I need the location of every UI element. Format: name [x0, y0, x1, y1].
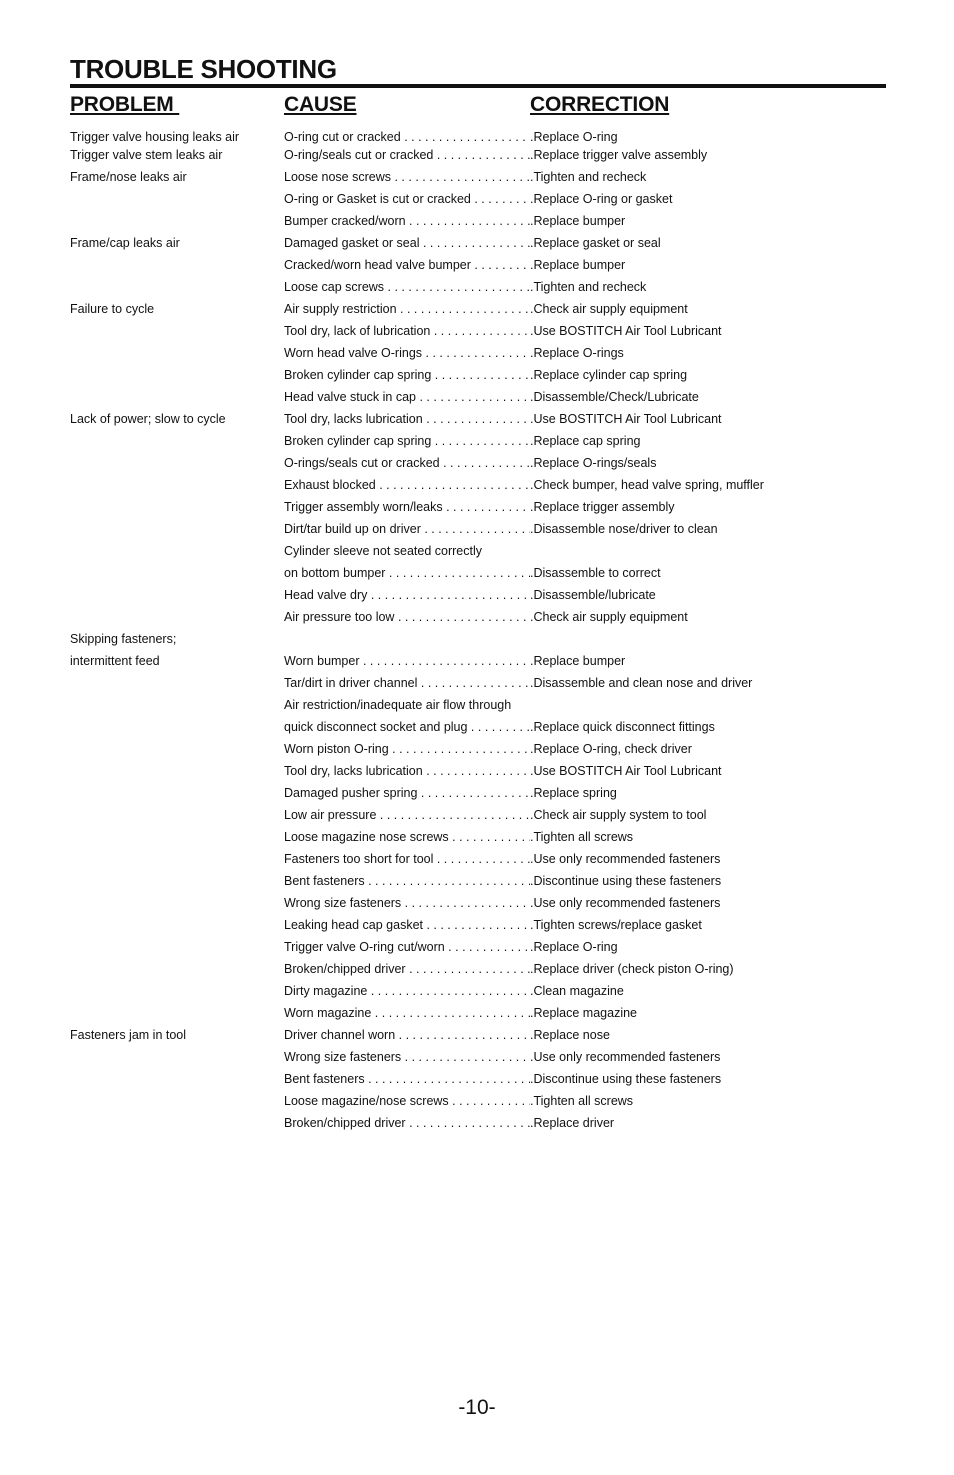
cause-cell: O-ring/seals cut or cracked . . .: [284, 147, 530, 163]
correction-cell: .Replace magazine: [530, 1006, 638, 1020]
cause-cell: Trigger assembly worn/leaks . . .: [284, 499, 530, 515]
cause-cell: Damaged pusher spring . . .: [284, 785, 530, 801]
correction-cell: .Replace O-rings: [530, 346, 624, 360]
cause-cell: Fasteners too short for tool . . .: [284, 851, 530, 867]
table-row: [70, 785, 886, 807]
table-row: [70, 895, 886, 917]
cause-column-header: CAUSE: [284, 93, 357, 116]
table-row: [70, 873, 886, 895]
cause-cell: Cracked/worn head valve bumper . . .: [284, 257, 530, 273]
correction-cell: .Replace cylinder cap spring: [530, 368, 688, 382]
correction-cell: .Check air supply equipment: [530, 302, 688, 316]
correction-cell: .Clean magazine: [530, 984, 624, 998]
cause-cell: Exhaust blocked . . .: [284, 477, 530, 493]
correction-cell: .Disassemble and clean nose and driver: [530, 676, 753, 690]
correction-cell: .Replace O-ring: [530, 940, 618, 954]
cause-cell: Worn magazine . . .: [284, 1005, 530, 1021]
cause-cell: Loose cap screws . . .: [284, 279, 530, 295]
correction-cell: .Replace driver (check piston O-ring): [530, 962, 734, 976]
cause-cell: Wrong size fasteners . . .: [284, 895, 530, 911]
table-row: [70, 477, 886, 499]
page-number: -10-: [458, 1396, 496, 1419]
correction-cell: .Replace trigger valve assembly: [530, 148, 708, 162]
cause-cell: Air restriction/inadequate air flow through: [284, 698, 512, 712]
troubleshooting-table: [70, 129, 886, 1137]
title-rule: [70, 84, 886, 88]
correction-cell: .Disassemble to correct: [530, 566, 661, 580]
problem-cell: Failure to cycle: [70, 302, 155, 316]
table-row: [70, 521, 886, 543]
table-row: [70, 1005, 886, 1027]
correction-cell: .Tighten and recheck: [530, 280, 647, 294]
cause-cell: Loose nose screws . . .: [284, 169, 530, 185]
problem-column-header: PROBLEM: [70, 93, 180, 116]
correction-cell: .Use only recommended fasteners: [530, 896, 721, 910]
cause-cell: O-rings/seals cut or cracked . . .: [284, 455, 530, 471]
table-row: [70, 213, 886, 235]
table-row: [70, 411, 886, 433]
correction-cell: .Tighten screws/replace gasket: [530, 918, 702, 932]
cause-cell: Loose magazine nose screws . . .: [284, 829, 530, 845]
cause-cell: Dirty magazine . . .: [284, 983, 530, 999]
correction-cell: .Use BOSTITCH Air Tool Lubricant: [530, 324, 722, 338]
cause-cell: Worn piston O-ring . . .: [284, 741, 530, 757]
table-row: [70, 763, 886, 785]
table-row: [70, 741, 886, 763]
correction-cell: .Replace driver: [530, 1116, 615, 1130]
cause-cell: Air pressure too low . . .: [284, 609, 530, 625]
cause-cell: Tool dry, lacks lubrication . . .: [284, 411, 530, 427]
cause-cell: O-ring cut or cracked . . .: [284, 129, 530, 145]
correction-cell: .Check bumper, head valve spring, muffler: [530, 478, 764, 492]
table-row: [70, 169, 886, 191]
table-row: [70, 653, 886, 675]
table-row: [70, 257, 886, 279]
correction-cell: .Replace trigger assembly: [530, 500, 675, 514]
correction-cell: .Use BOSTITCH Air Tool Lubricant: [530, 764, 722, 778]
problem-cell: Trigger valve housing leaks air: [70, 130, 240, 144]
correction-cell: .Replace O-ring, check driver: [530, 742, 692, 756]
table-row: [70, 191, 886, 213]
table-row: [70, 829, 886, 851]
cause-cell: Worn bumper . . .: [284, 653, 530, 669]
table-row: [70, 983, 886, 1005]
cause-cell: Dirt/tar build up on driver . . .: [284, 521, 530, 537]
problem-cell: Frame/nose leaks air: [70, 170, 187, 184]
cause-cell: Tool dry, lacks lubrication . . .: [284, 763, 530, 779]
correction-cell: .Use only recommended fasteners: [530, 1050, 721, 1064]
correction-cell: .Use BOSTITCH Air Tool Lubricant: [530, 412, 722, 426]
table-row: [70, 675, 886, 697]
cause-cell: Tool dry, lack of lubrication . . .: [284, 323, 530, 339]
table-row: [70, 345, 886, 367]
table-row: [70, 389, 886, 411]
cause-cell: Worn head valve O-rings . . .: [284, 345, 530, 361]
table-row: [70, 719, 886, 741]
cause-cell: Air supply restriction . . .: [284, 301, 530, 317]
table-row: [70, 609, 886, 631]
problem-cell: Trigger valve stem leaks air: [70, 148, 223, 162]
page-title: TROUBLE SHOOTING: [70, 54, 337, 84]
correction-cell: .Check air supply system to tool: [530, 808, 707, 822]
correction-cell: .Replace bumper: [530, 258, 626, 272]
correction-cell: .Replace nose: [530, 1028, 610, 1042]
correction-cell: .Tighten all screws: [530, 1094, 634, 1108]
cause-cell: Loose magazine/nose screws . . .: [284, 1093, 530, 1109]
table-row: [70, 1027, 886, 1049]
problem-cell: intermittent feed: [70, 654, 160, 668]
correction-cell: .Use only recommended fasteners: [530, 852, 721, 866]
problem-cell: Lack of power; slow to cycle: [70, 412, 226, 426]
correction-column-header: CORRECTION: [530, 93, 670, 116]
correction-cell: .Disassemble nose/driver to clean: [530, 522, 718, 536]
cause-cell: Broken cylinder cap spring . . .: [284, 433, 530, 449]
problem-cell: Skipping fasteners;: [70, 632, 177, 646]
correction-cell: .Replace quick disconnect fittings: [530, 720, 715, 734]
cause-cell: Bent fasteners . . .: [284, 1071, 530, 1087]
correction-cell: .Disassemble/lubricate: [530, 588, 656, 602]
table-row: [70, 129, 886, 147]
correction-cell: .Replace gasket or seal: [530, 236, 661, 250]
table-row: [70, 1093, 886, 1115]
correction-cell: .Replace O-ring or gasket: [530, 192, 673, 206]
correction-cell: .Replace bumper: [530, 654, 626, 668]
cause-cell: Driver channel worn . . .: [284, 1027, 530, 1043]
table-row: [70, 565, 886, 587]
cause-cell: Cylinder sleeve not seated correctly: [284, 544, 483, 558]
correction-cell: .Replace spring: [530, 786, 617, 800]
problem-cell: Fasteners jam in tool: [70, 1028, 187, 1042]
table-row: [70, 1071, 886, 1093]
correction-cell: .Disassemble/Check/Lubricate: [530, 390, 699, 404]
table-row: [70, 1049, 886, 1071]
cause-cell: quick disconnect socket and plug . . .: [284, 719, 530, 735]
table-row: [70, 455, 886, 477]
correction-cell: .Tighten and recheck: [530, 170, 647, 184]
table-row: [70, 807, 886, 829]
correction-cell: .Replace O-ring: [530, 130, 618, 144]
table-row: [70, 851, 886, 873]
table-row: [70, 433, 886, 455]
cause-cell: Head valve stuck in cap . . .: [284, 389, 530, 405]
table-row: [70, 323, 886, 345]
correction-cell: .Discontinue using these fasteners: [530, 874, 722, 888]
table-row: [70, 235, 886, 257]
correction-cell: .Replace cap spring: [530, 434, 641, 448]
table-row: [70, 279, 886, 301]
table-row: [70, 917, 886, 939]
cause-cell: Tar/dirt in driver channel . . .: [284, 675, 530, 691]
cause-cell: Broken/chipped driver . . .: [284, 961, 530, 977]
table-row: [70, 367, 886, 389]
correction-cell: .Tighten all screws: [530, 830, 634, 844]
correction-cell: .Replace O-rings/seals: [530, 456, 657, 470]
cause-cell: on bottom bumper . . .: [284, 565, 530, 581]
table-row: [70, 147, 886, 169]
table-row: [70, 697, 886, 719]
cause-cell: Broken/chipped driver . . .: [284, 1115, 530, 1131]
table-row: [70, 301, 886, 323]
cause-cell: Head valve dry . . .: [284, 587, 530, 603]
correction-cell: .Check air supply equipment: [530, 610, 688, 624]
cause-cell: O-ring or Gasket is cut or cracked . . .: [284, 191, 530, 207]
cause-cell: Bumper cracked/worn . . .: [284, 213, 530, 229]
cause-cell: Broken cylinder cap spring . . .: [284, 367, 530, 383]
cause-cell: Leaking head cap gasket . . .: [284, 917, 530, 933]
table-row: [70, 961, 886, 983]
table-row: [70, 543, 886, 565]
cause-cell: Wrong size fasteners . . .: [284, 1049, 530, 1065]
correction-cell: .Discontinue using these fasteners: [530, 1072, 722, 1086]
table-row: [70, 939, 886, 961]
cause-cell: Trigger valve O-ring cut/worn . . .: [284, 939, 530, 955]
cause-cell: Damaged gasket or seal . . .: [284, 235, 530, 251]
table-row: [70, 499, 886, 521]
table-row: [70, 631, 886, 653]
cause-cell: Bent fasteners . . .: [284, 873, 530, 889]
cause-cell: Low air pressure . . .: [284, 807, 530, 823]
correction-cell: .Replace bumper: [530, 214, 626, 228]
table-row: [70, 587, 886, 609]
table-row: [70, 1115, 886, 1137]
problem-cell: Frame/cap leaks air: [70, 236, 180, 250]
